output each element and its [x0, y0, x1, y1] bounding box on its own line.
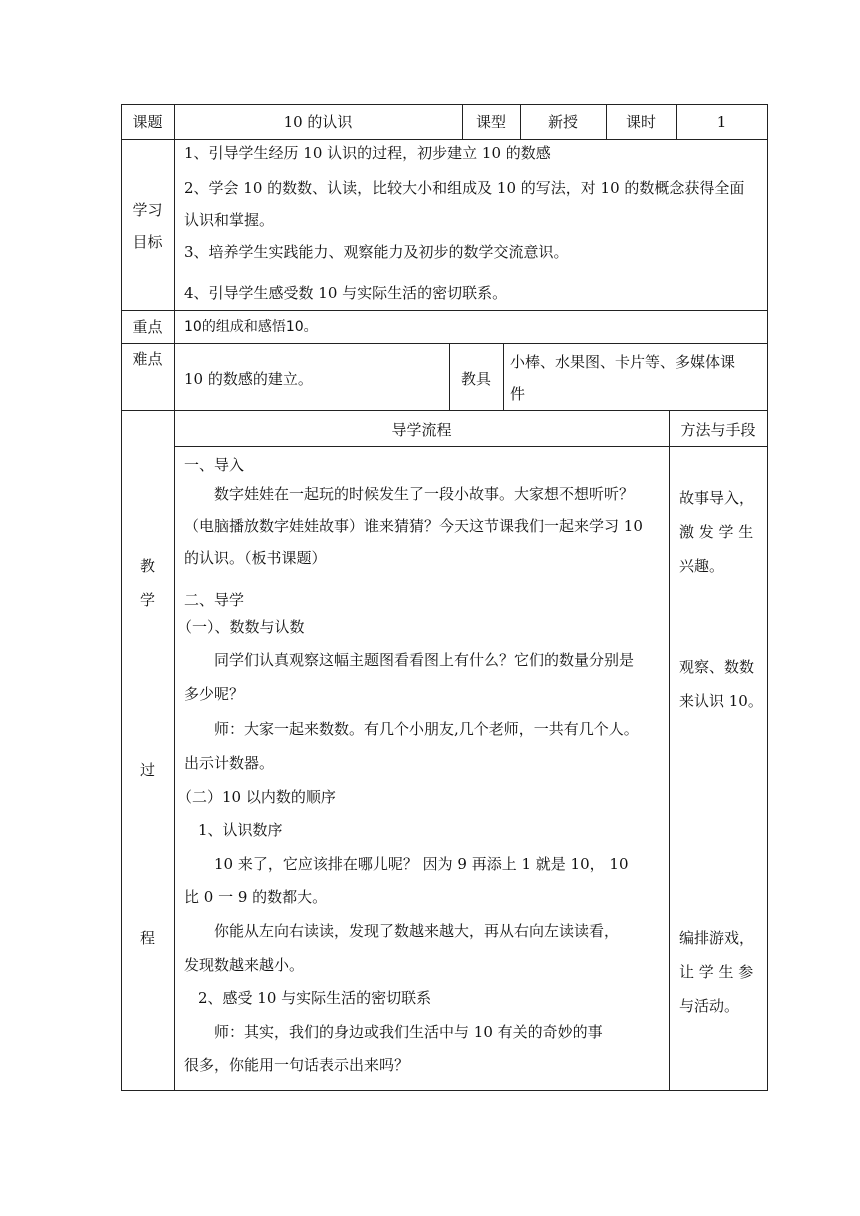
- process-label-char: 学: [139, 591, 155, 609]
- process-label-char: 程: [139, 929, 155, 947]
- tools-value-line2: 件: [510, 385, 526, 403]
- flow-line: （电脑播放数字娃娃故事）谁来猜猜？今天这节课我们一起来学习 10: [184, 517, 643, 535]
- type-label: 课型: [475, 113, 506, 131]
- flow-line: 多少呢？: [184, 685, 245, 703]
- key-point-label: 重点: [132, 318, 163, 336]
- key-point-value: 10的组成和感悟10。: [184, 319, 318, 335]
- flow-line: 师：其实，我们的身边或我们生活中与 10 有关的奇妙的事: [214, 1023, 603, 1041]
- method-line: 来认识 10。: [679, 692, 763, 710]
- flow-subheading: 1、认识数序: [198, 821, 283, 839]
- period-label: 课时: [625, 113, 656, 131]
- tools-label: 教具: [460, 370, 491, 388]
- method-line: 让 学 生 参: [679, 963, 754, 981]
- flow-line: 师：大家一起来数数。有几个小朋友,几个老师，一共有几个人。: [214, 720, 639, 738]
- flow-line: 的认识。（板书课题）: [184, 549, 327, 567]
- objective-item: 认识和掌握。: [184, 211, 275, 229]
- objective-item: 1、引导学生经历 10 认识的过程，初步建立 10 的数感: [184, 144, 551, 162]
- method-line: 故事导入，: [679, 489, 755, 507]
- process-label-char: 教: [139, 557, 155, 575]
- flow-line: 出示计数器。: [184, 754, 275, 772]
- flow-section-heading: 一、导入: [184, 456, 245, 474]
- period-value: 1: [716, 113, 727, 131]
- objective-item: 4、引导学生感受数 10 与实际生活的密切联系。: [184, 284, 508, 302]
- course-title: 10 的认识: [283, 113, 353, 131]
- flow-line: 发现数越来越小。: [184, 956, 305, 974]
- method-line: 激 发 学 生: [679, 523, 754, 541]
- flow-line: 同学们认真观察这幅主题图看看图上有什么？它们的数量分别是: [214, 651, 635, 669]
- flow-line: 数字娃娃在一起玩的时候发生了一段小故事。大家想不想听听？: [214, 485, 635, 503]
- objectives-label-line1: 学习: [132, 201, 163, 219]
- flow-subheading: 2、感受 10 与实际生活的密切联系: [198, 989, 432, 1007]
- tools-value-line1: 小棒、水果图、卡片等、多媒体课: [510, 353, 736, 371]
- flow-line: 很多，你能用一句话表示出来吗？: [184, 1056, 410, 1074]
- flow-subheading: （二）10 以内数的顺序: [177, 788, 336, 806]
- flow-line: 10 来了，它应该排在哪儿呢？ 因为 9 再添上 1 就是 10， 10: [214, 855, 629, 873]
- method-line: 编排游戏，: [679, 929, 755, 947]
- type-value: 新授: [547, 113, 578, 131]
- course-label: 课题: [132, 113, 163, 131]
- method-header: 方法与手段: [680, 421, 756, 439]
- flow-line: 比 0 一 9 的数都大。: [184, 888, 328, 906]
- process-label-char: 过: [139, 761, 155, 779]
- flow-line: 你能从左向右读读，发现了数越来越大，再从右向左读读看，: [214, 922, 620, 940]
- flow-header: 导学流程: [391, 421, 452, 439]
- method-line: 兴趣。: [679, 557, 725, 575]
- objective-item: 3、培养学生实践能力、观察能力及初步的数学交流意识。: [184, 243, 569, 261]
- flow-subheading: （一）、数数与认数: [177, 618, 305, 636]
- method-line: 与活动。: [679, 997, 740, 1015]
- method-line: 观察、数数: [679, 658, 755, 676]
- difficulty-label: 难点: [132, 350, 163, 368]
- objectives-label-line2: 目标: [132, 233, 163, 251]
- flow-section-heading: 二、导学: [184, 591, 245, 609]
- difficulty-value: 10 的数感的建立。: [184, 370, 313, 388]
- objective-item: 2、学会 10 的数数、认读，比较大小和组成及 10 的写法，对 10 的数概念获得全面: [184, 179, 745, 197]
